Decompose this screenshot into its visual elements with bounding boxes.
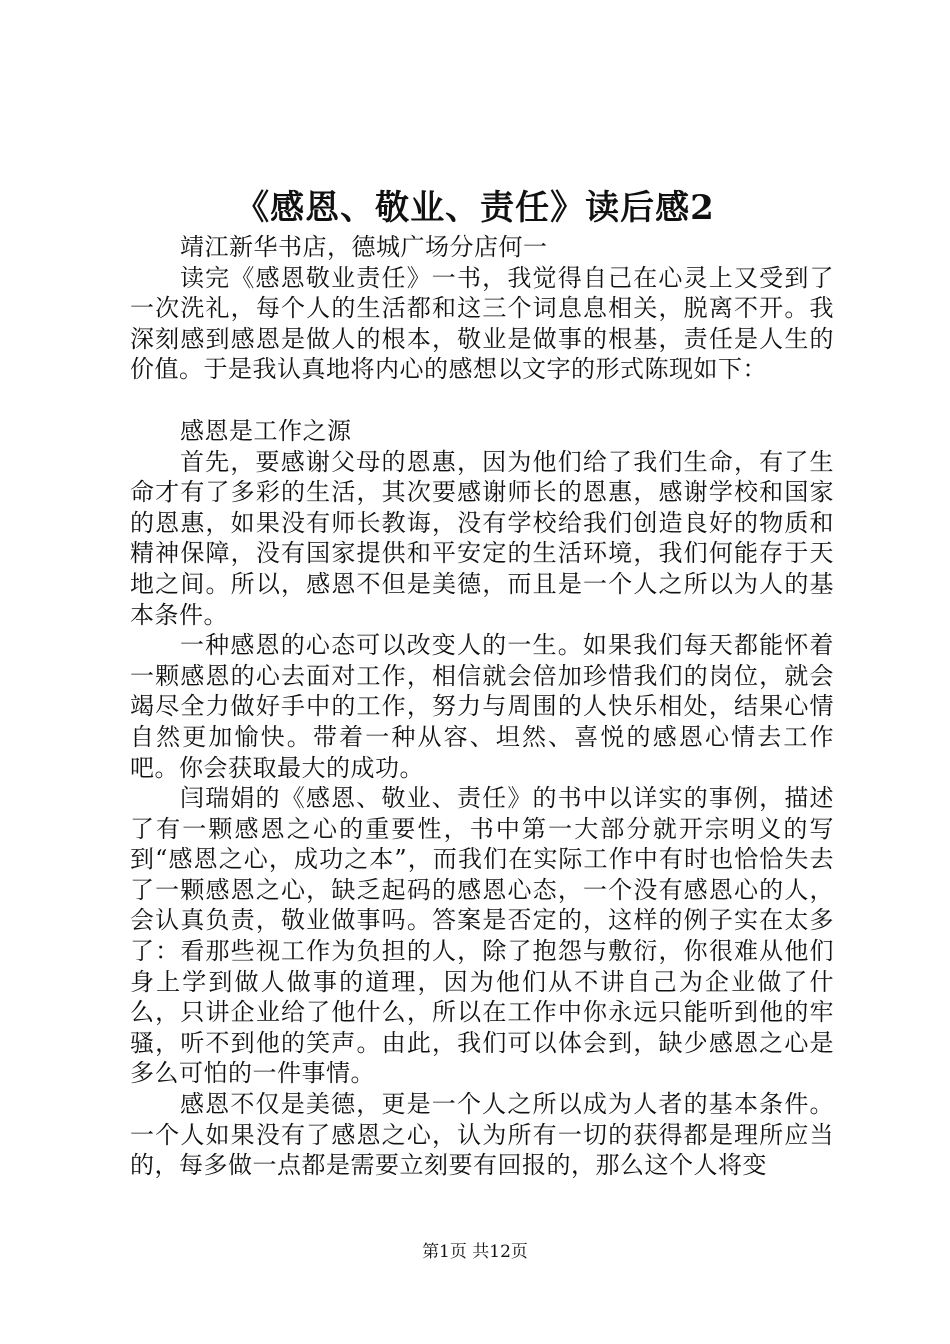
paragraph-intro: 读完《感恩敬业责任》一书，我觉得自己在心灵上又受到了一次洗礼，每个人的生活都和这三个词息息相关，脱离不开。我深刻感到感恩是做人的根本，敬业是做事的根基，责任是人生的价值。于是我认真地将内心的感想以文字的形式陈现如下： — [130, 263, 834, 384]
paragraph: 感恩不仅是美德，更是一个人之所以成为人者的基本条件。一个人如果没有了感恩之心，认为所有一切的获得都是理所应当的，每多做一点都是需要立刻要有回报的，那么这个人将变 — [130, 1090, 834, 1180]
paragraph: 首先，要感谢父母的恩惠，因为他们给了我们生命，有了生命才有了多彩的生活，其次要感谢师长的恩惠，感谢学校和国家的恩惠，如果没有师长教诲，没有学校给我们创造良好的物质和精神保障，没有国家提供和平安定的生活环境，我们何能存于天地之间。所以，感恩不但是美德，而且是一个人之所以为人的基本条件。 — [130, 447, 834, 629]
document-body — [130, 232, 834, 1181]
section-heading: 感恩是工作之源 — [180, 416, 352, 445]
author-line: 靖江新华书店，德城广场分店何一 — [180, 233, 548, 261]
paragraph: 闫瑞娟的《感恩、敬业、责任》的书中以详实的事例，描述了有一颗感恩之心的重要性，书中第一大部分就开宗明义的写到“感恩之心，成功之本”，而我们在实际工作中有时也恰恰失去了一颗感恩之心，缺乏起码的感恩心态，一个没有感恩心的人，会认真负责，敬业做事吗。答案是否定的，这样的例子实在太多了：看那些视工作为负担的人，除了抱怨与敷衍，你很难从他们身上学到做人做事的道理，因为他们从不讲自己为企业做了什么，只讲企业给了他什么，所以在工作中你永远只能听到他的牢骚，听不到他的笑声。由此，我们可以体会到，缺少感恩之心是多么可怕的一件事情。 — [130, 784, 834, 1088]
page-footer: 第1页 共12页 — [422, 1242, 528, 1262]
document-title: 《感恩、敬业、责任》读后感2 — [235, 188, 715, 228]
paragraph: 一种感恩的心态可以改变人的一生。如果我们每天都能怀着一颗感恩的心去面对工作，相信就会倍加珍惜我们的岗位，就会竭尽全力做好手中的工作，努力与周围的人快乐相处，结果心情自然更加愉快。带着一种从容、坦然、喜悦的感恩心情去工作吧。你会获取最大的成功。 — [130, 631, 834, 782]
